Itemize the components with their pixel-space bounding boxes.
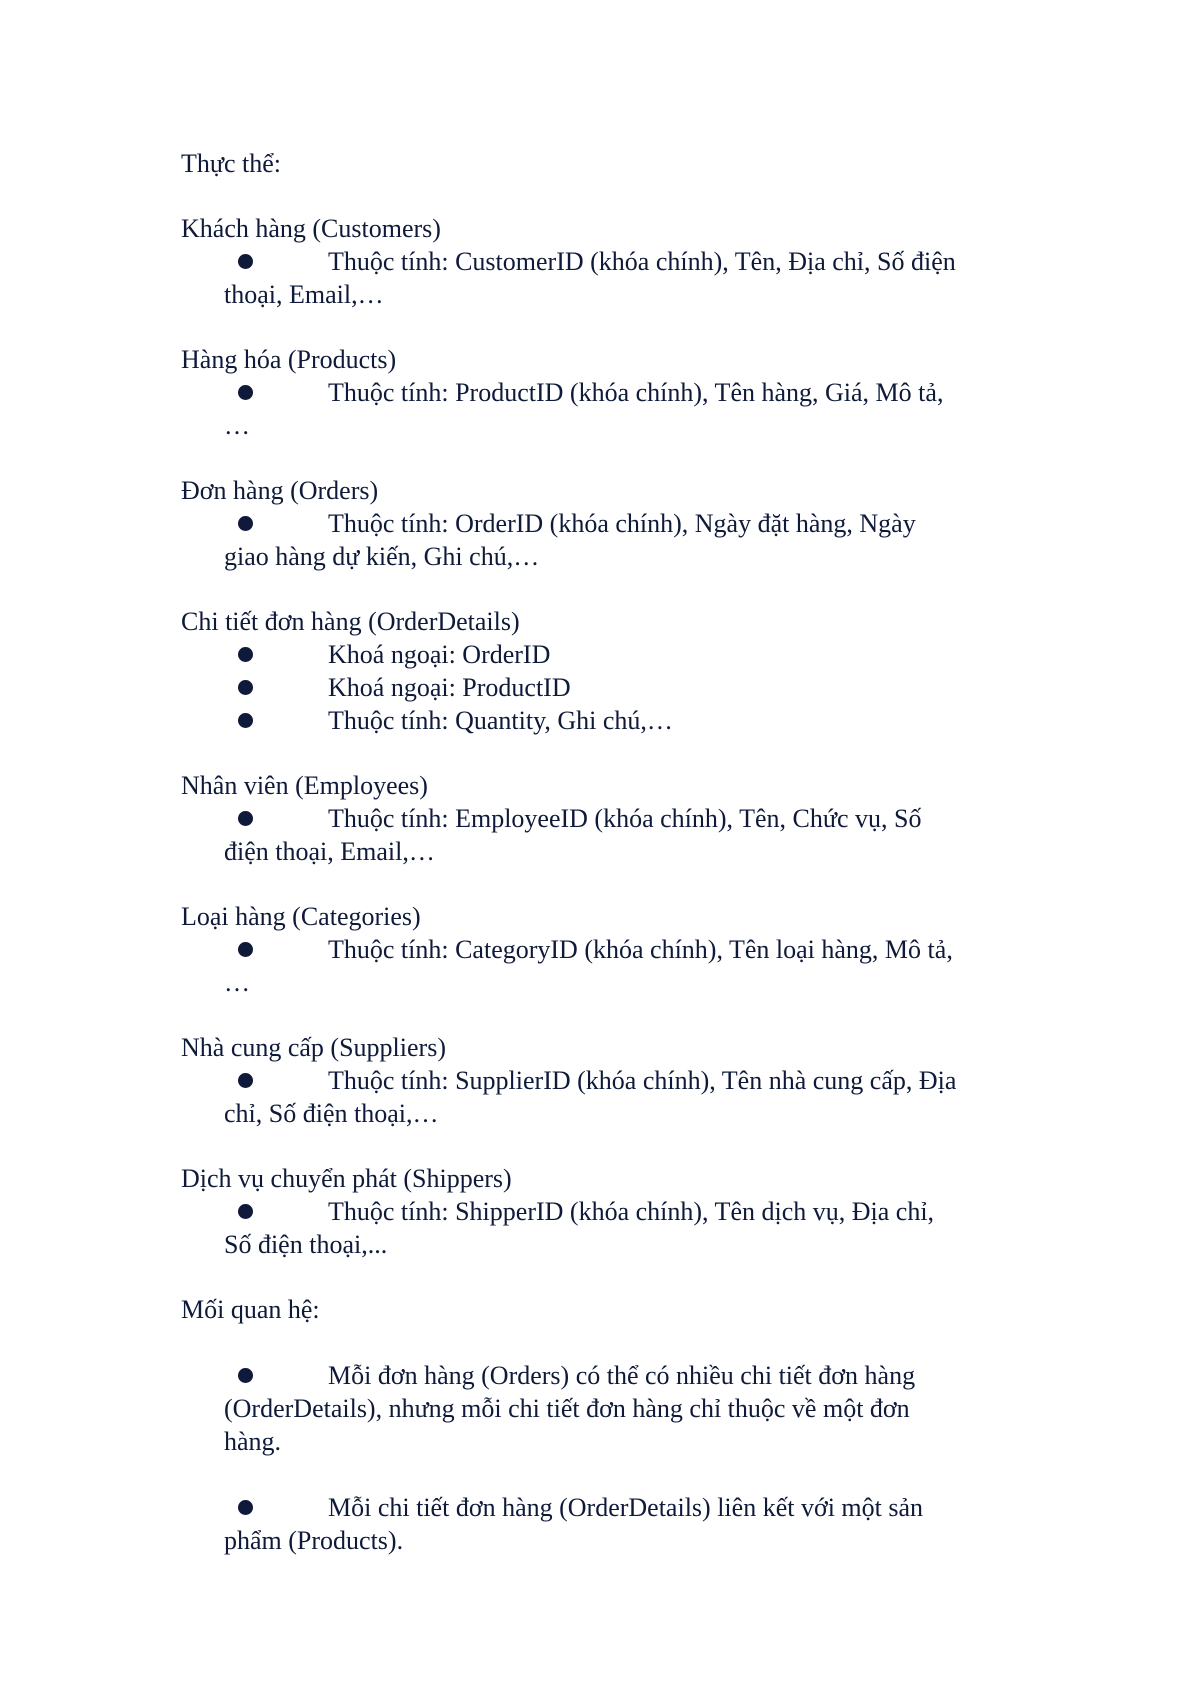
entity-attributes-suppliers: Thuộc tính: SupplierID (khóa chính), Tên nhà cung cấp, Địa: [328, 1066, 957, 1095]
entity-attributes-orders-cont: giao hàng dự kiến, Ghi chú,…: [224, 542, 540, 571]
relationship-2-cont: phẩm (Products).: [224, 1526, 404, 1555]
entities-heading: Thực thể:: [181, 149, 282, 178]
foreign-key-order-id: Khoá ngoại: OrderID: [328, 640, 551, 669]
entity-attributes-customers-cont: thoại, Email,…: [224, 280, 384, 309]
entity-attributes-shippers: Thuộc tính: ShipperID (khóa chính), Tên dịch vụ, Địa chỉ,: [328, 1197, 935, 1226]
bullet-icon: [238, 385, 253, 400]
entity-title-shippers: Dịch vụ chuyển phát (Shippers): [181, 1164, 512, 1193]
bullet-icon: [238, 254, 253, 269]
entity-attributes-employees: Thuộc tính: EmployeeID (khóa chính), Tên, Chức vụ, Số: [328, 804, 922, 833]
relationship-1-cont-2: hàng.: [224, 1427, 282, 1456]
bullet-icon: [238, 713, 253, 728]
entity-attributes-customers: Thuộc tính: CustomerID (khóa chính), Tên, Địa chỉ, Số điện: [328, 247, 956, 276]
entity-title-orders: Đơn hàng (Orders): [181, 476, 379, 505]
entity-attributes-employees-cont: điện thoại, Email,…: [224, 837, 435, 866]
entity-attributes-products: Thuộc tính: ProductID (khóa chính), Tên hàng, Giá, Mô tả,: [328, 378, 944, 407]
bullet-icon: [238, 680, 253, 695]
bullet-icon: [238, 811, 253, 826]
entity-attributes-shippers-cont: Số điện thoại,...: [224, 1230, 388, 1259]
bullet-icon: [238, 1073, 253, 1088]
foreign-key-product-id: Khoá ngoại: ProductID: [328, 673, 571, 702]
entity-attributes-suppliers-cont: chỉ, Số điện thoại,…: [224, 1099, 439, 1128]
entity-title-products: Hàng hóa (Products): [181, 345, 397, 374]
relationship-1: Mỗi đơn hàng (Orders) có thể có nhiều chi tiết đơn hàng: [328, 1361, 916, 1390]
entity-title-order-details: Chi tiết đơn hàng (OrderDetails): [181, 607, 520, 636]
bullet-icon: [238, 942, 253, 957]
relationships-heading: Mối quan hệ:: [181, 1295, 320, 1324]
relationship-1-cont: (OrderDetails), nhưng mỗi chi tiết đơn hàng chỉ thuộc về một đơn: [224, 1394, 910, 1423]
entity-title-categories: Loại hàng (Categories): [181, 902, 421, 931]
bullet-icon: [238, 1368, 253, 1383]
bullet-icon: [238, 516, 253, 531]
entity-attributes-categories: Thuộc tính: CategoryID (khóa chính), Tên loại hàng, Mô tả,: [328, 935, 953, 964]
bullet-icon: [238, 647, 253, 662]
entity-attributes-orders: Thuộc tính: OrderID (khóa chính), Ngày đặt hàng, Ngày: [328, 509, 916, 538]
entity-attributes-categories-cont: …: [224, 968, 250, 997]
entity-attributes-order-details: Thuộc tính: Quantity, Ghi chú,…: [328, 706, 673, 735]
entity-title-employees: Nhân viên (Employees): [181, 771, 428, 800]
entity-title-customers: Khách hàng (Customers): [181, 214, 441, 243]
relationship-2: Mỗi chi tiết đơn hàng (OrderDetails) liên kết với một sản: [328, 1493, 924, 1522]
bullet-icon: [238, 1204, 253, 1219]
bullet-icon: [238, 1500, 253, 1515]
entity-attributes-products-cont: …: [224, 411, 250, 440]
entity-title-suppliers: Nhà cung cấp (Suppliers): [181, 1033, 446, 1062]
